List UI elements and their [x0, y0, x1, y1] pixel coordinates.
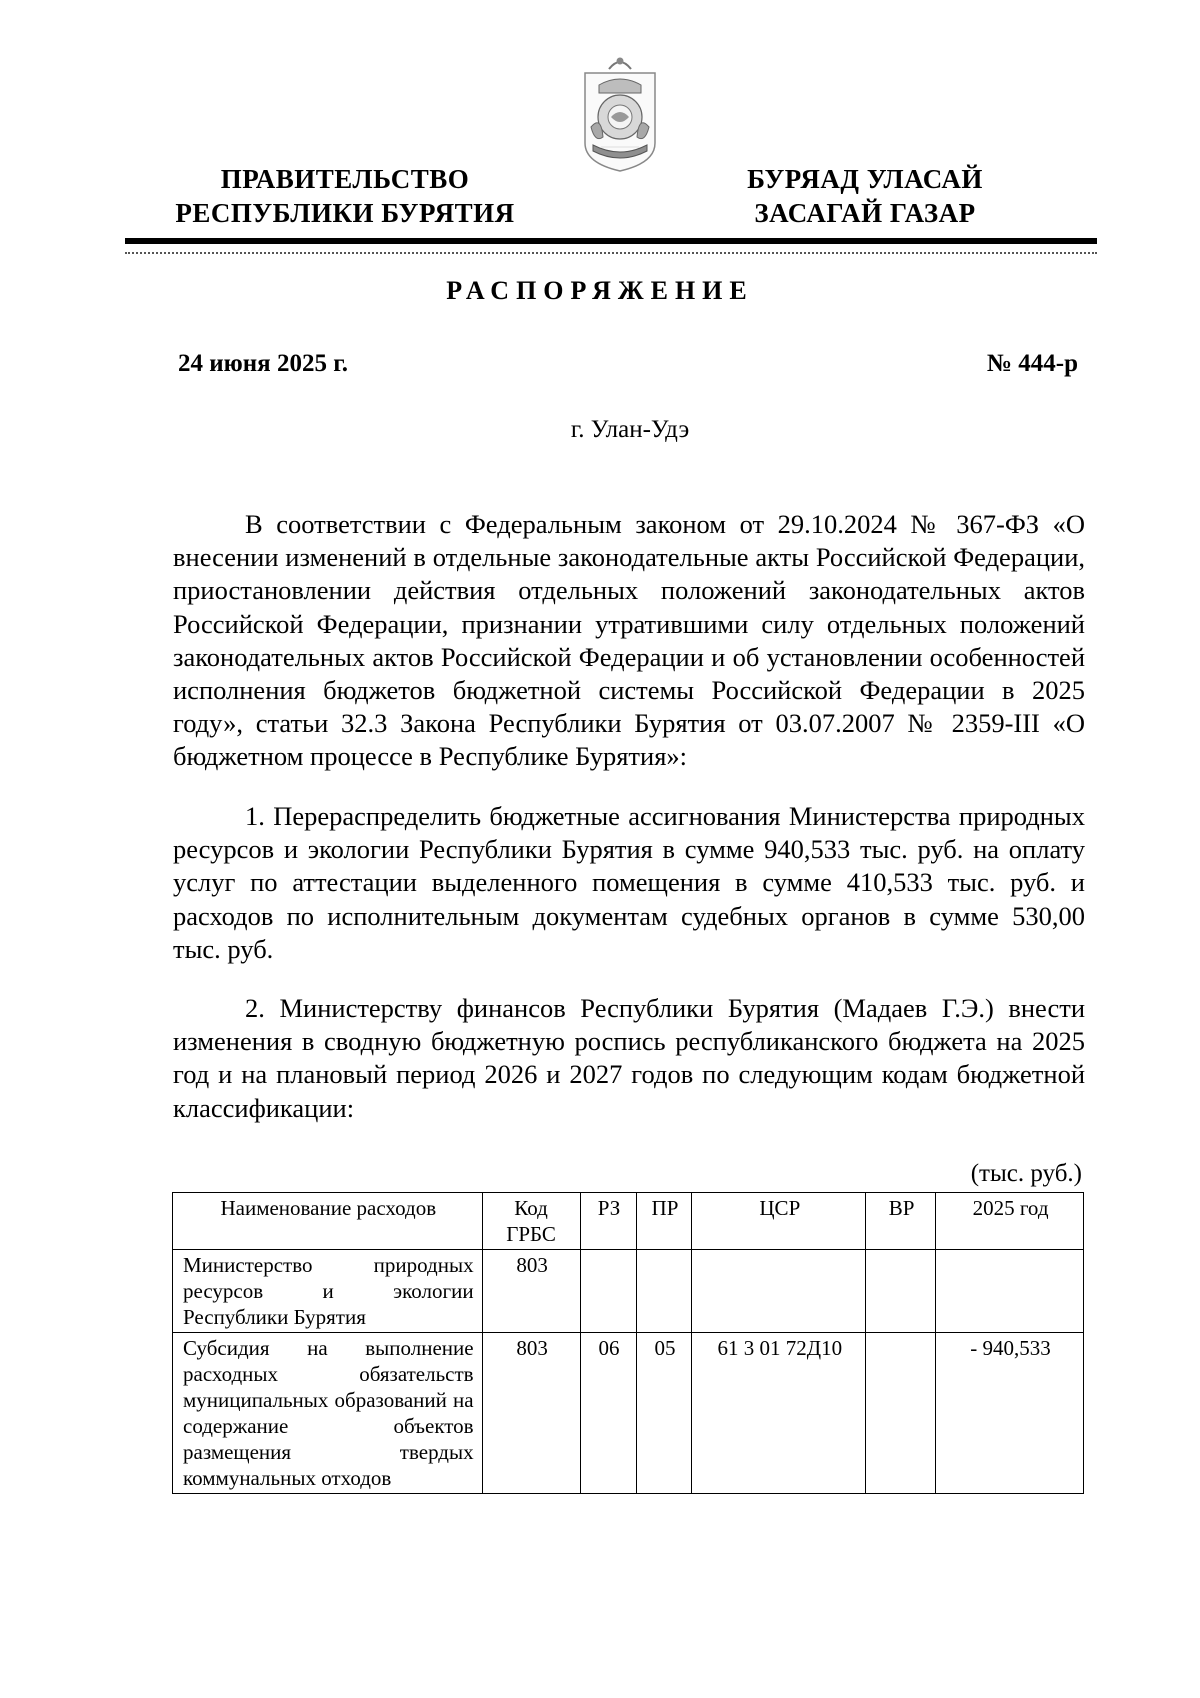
clause-2-paragraph: 2. Министерству финансов Республики Бурятия (Мадаев Г.Э.) внести изменения в сводную бюджетную роспись республиканского бюджета на 2025 год и на плановый период 2026 и 2027 годов по следующим кодам бюджетной классификации: — [173, 993, 1085, 1123]
row-csr-cell: 61 3 01 72Д10 — [692, 1333, 866, 1494]
table-row — [173, 1333, 1084, 1494]
issuer-name-buryat — [690, 162, 1040, 230]
row-amount-cell: - 940,533 — [936, 1333, 1084, 1494]
header-cell-grbs: Код ГРБС — [482, 1193, 580, 1250]
header-cell-rz: РЗ — [580, 1193, 636, 1250]
row-vr-cell — [866, 1250, 936, 1333]
row-name-cell: Министерство природных ресурсов и экологии Республики Бурятия — [173, 1250, 483, 1333]
row-csr-cell — [692, 1250, 866, 1333]
row-rz-cell: 06 — [580, 1333, 636, 1494]
row-rz-cell — [580, 1250, 636, 1333]
issuer-name-russian — [160, 162, 530, 230]
document-date: 24 июня 2025 г. — [178, 350, 348, 377]
issuer-line-1-buryat: БУРЯАД УЛАСАЙ — [747, 164, 983, 194]
issuer-line-2-buryat: ЗАСАГАЙ ГАЗАР — [754, 198, 976, 228]
header-divider-thin — [125, 252, 1097, 254]
row-name-cell: Субсидия на выполнение расходных обязательств муниципальных образований на содержание объектов размещения твердых коммунальных отходов — [173, 1333, 483, 1494]
table-unit-label: (тыс. руб.) — [970, 1160, 1082, 1187]
issuer-line-1: ПРАВИТЕЛЬСТВО — [220, 164, 470, 194]
row-amount-cell — [936, 1250, 1084, 1333]
document-title: РАСПОРЯЖЕНИЕ — [446, 276, 754, 305]
table-header-row — [173, 1193, 1084, 1250]
header-cell-name: Наименование расходов — [173, 1193, 483, 1250]
header-cell-year: 2025 год — [936, 1193, 1084, 1250]
budget-classification-table — [172, 1192, 1084, 1494]
preamble-paragraph: В соответствии с Федеральным законом от 29.10.2024 № 367-ФЗ «О внесении изменений в отдельные законодательные акты Российской Федерации, приостановлении действия отдельных положений законодательных актов Российской Федерации, признании утратившими силу отдельных положений законодательных актов Российской Федерации и об установлении особенностей исполнения бюджетов бюджетной системы Российской Федерации в 2025 году», статьи 32.3 Закона Республики Бурятия от 03.07.2007 № 2359-III «О бюджетном процессе в Республике Бурятия»: — [173, 509, 1085, 772]
header-cell-vr: ВР — [866, 1193, 936, 1250]
header-cell-pr: ПР — [636, 1193, 692, 1250]
document-number: № 444-р — [986, 350, 1078, 377]
row-pr-cell: 05 — [636, 1333, 692, 1494]
header-divider-thick — [125, 238, 1097, 244]
row-pr-cell — [636, 1250, 692, 1333]
issuer-line-2: РЕСПУБЛИКИ БУРЯТИЯ — [175, 198, 515, 228]
table-row — [173, 1250, 1084, 1333]
row-grbs-cell: 803 — [482, 1250, 580, 1333]
coat-of-arms-icon — [581, 55, 659, 175]
document-city: г. Улан-Удэ — [570, 416, 690, 443]
row-grbs-cell: 803 — [482, 1333, 580, 1494]
row-vr-cell — [866, 1333, 936, 1494]
header-cell-csr: ЦСР — [692, 1193, 866, 1250]
clause-1-paragraph: 1. Перераспределить бюджетные ассигнования Министерства природных ресурсов и экологии Республики Бурятия в сумме 940,533 тыс. руб. на оплату услуг по аттестации выделенного помещения в сумме 410,533 тыс. руб. и расходов по исполнительным документам судебных органов в сумме 530,00 тыс. руб. — [173, 801, 1085, 964]
